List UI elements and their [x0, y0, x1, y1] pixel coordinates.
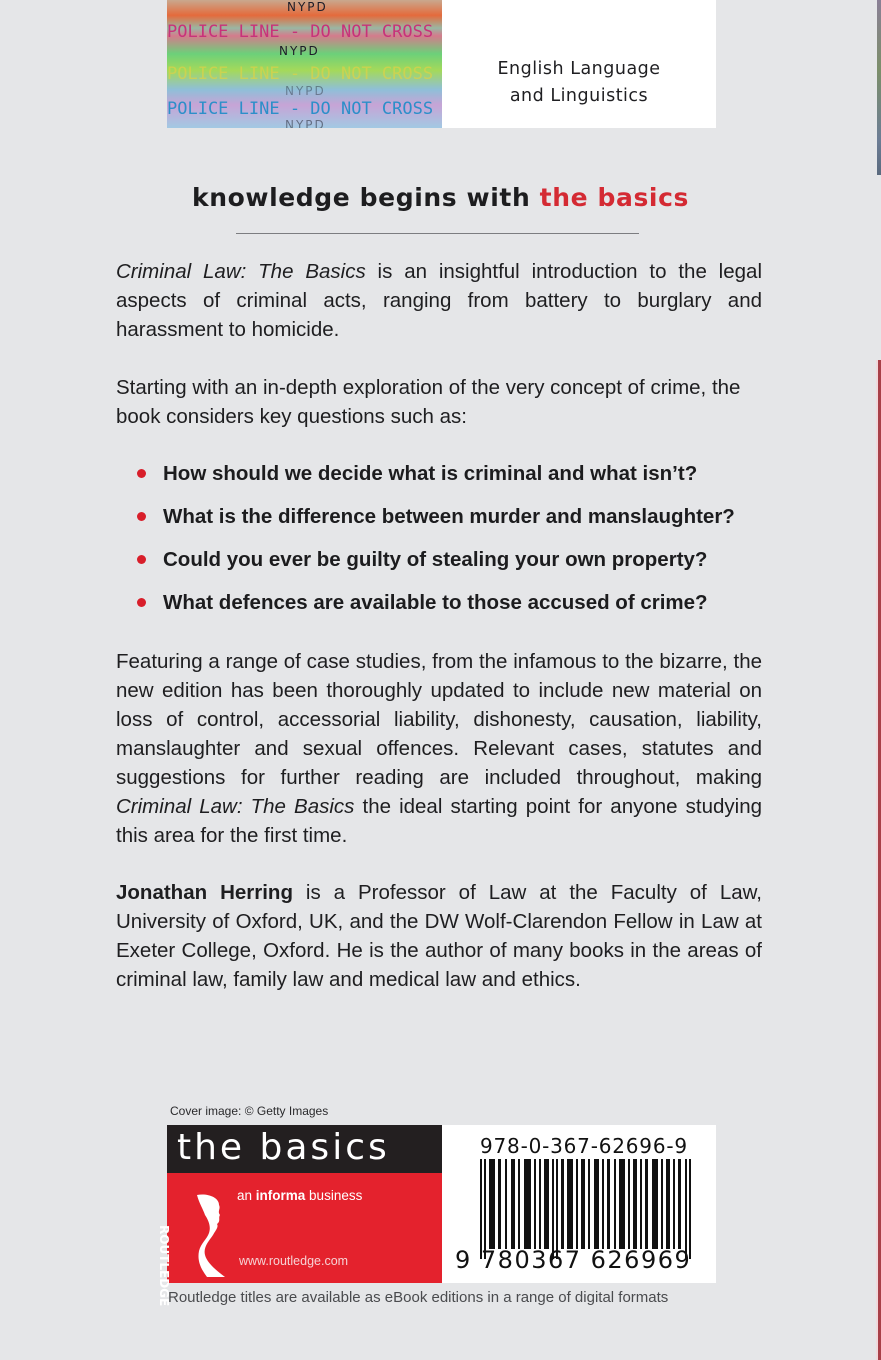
tape-text: POLICE LINE - DO NOT CROSS — [167, 64, 434, 84]
routledge-logo-icon — [193, 1191, 235, 1279]
list-item — [134, 545, 774, 588]
author-bio-text: is a Professor of Law at the Faculty of Law, University of Oxford, UK, and the DW Wolf-Clarendon Fellow in Law at Exeter College, Oxford. He is the author of many books in the areas of criminal law, family law and medical law and ethics. — [116, 881, 762, 991]
list-item — [134, 588, 774, 631]
question-text: How should we decide what is criminal and what isn’t? — [163, 462, 698, 485]
tape-text: POLICE LINE - DO NOT CROSS — [167, 22, 434, 42]
features-text-end: the ideal starting point for anyone studying this area for the first time. — [116, 795, 762, 847]
features-paragraph — [116, 647, 762, 850]
isbn-hyphenated: 978-0-367-62696-9 — [480, 1134, 688, 1158]
tape-nypd-text: NYPD — [285, 118, 326, 128]
barcode-icon — [480, 1159, 695, 1259]
questions-intro-paragraph: Starting with an in-depth exploration of the very concept of crime, the book considers key questions such as: — [116, 376, 741, 428]
informa-prefix: an — [237, 1188, 256, 1203]
author-bio-paragraph — [116, 878, 762, 994]
tagline-prefix: knowledge begins with — [191, 183, 540, 212]
informa-tagline — [237, 1188, 362, 1203]
informa-bold: informa — [255, 1188, 306, 1203]
bullet-dot-icon — [137, 469, 146, 478]
tape-nypd-text: NYPD — [279, 44, 320, 58]
series-brand-title: the basics — [177, 1127, 390, 1168]
list-item — [134, 459, 774, 502]
cover-credit: Cover image: © Getty Images — [170, 1104, 329, 1118]
series-label-line2: and Linguistics — [509, 86, 649, 106]
key-questions-list — [134, 459, 774, 631]
tagline — [0, 183, 881, 212]
cover-photo-police-tape — [167, 0, 442, 128]
spine-edge — [877, 0, 881, 175]
informa-suffix: business — [305, 1188, 363, 1203]
bullet-dot-icon — [137, 555, 146, 564]
publisher-name-vertical: ROUTLEDGE — [157, 1225, 171, 1307]
book-title-italic: Criminal Law: The Basics — [116, 260, 366, 283]
spine-edge-red — [876, 360, 881, 1360]
bullet-dot-icon — [137, 598, 146, 607]
list-item — [134, 502, 774, 545]
series-label — [442, 56, 716, 110]
series-label-line1: English Language — [497, 59, 661, 79]
bullet-dot-icon — [137, 512, 146, 521]
question-text: What is the difference between murder and manslaughter? — [163, 505, 735, 528]
tape-nypd-text: NYPD — [285, 84, 326, 98]
intro-paragraph — [116, 257, 762, 344]
isbn-barcode-digits: 9 780367 626969 — [455, 1246, 692, 1274]
question-text: What defences are available to those accused of crime? — [163, 591, 708, 614]
publisher-url[interactable]: www.routledge.com — [239, 1254, 349, 1268]
tagline-accent: the basics — [539, 183, 689, 212]
tape-text: POLICE LINE - DO NOT CROSS — [167, 99, 434, 119]
tape-nypd-text: NYPD — [287, 0, 328, 14]
author-name: Jonathan Herring — [116, 881, 293, 904]
isbn-barcode-panel — [442, 1125, 716, 1283]
features-text: Featuring a range of case studies, from the infamous to the bizarre, the new edition has been thoroughly updated to include new material on loss of control, accessorial liability, dishonesty, causation, liability, manslaughter and sexual offences. Relevant cases, statutes and suggestions for further reading are included throughout, making — [116, 650, 762, 789]
brand-black-bar — [167, 1125, 442, 1173]
intro-text: is an insightful introduction to the legal aspects of criminal acts, ranging from battery to burglary and harassment to homicide. — [116, 260, 762, 341]
ebook-availability-note: Routledge titles are available as eBook editions in a range of digital formats — [168, 1289, 669, 1306]
book-title-italic: Criminal Law: The Basics — [116, 795, 355, 818]
question-text: Could you ever be guilty of stealing your own property? — [163, 548, 708, 571]
divider-rule — [236, 233, 639, 234]
series-label-panel — [442, 0, 716, 128]
